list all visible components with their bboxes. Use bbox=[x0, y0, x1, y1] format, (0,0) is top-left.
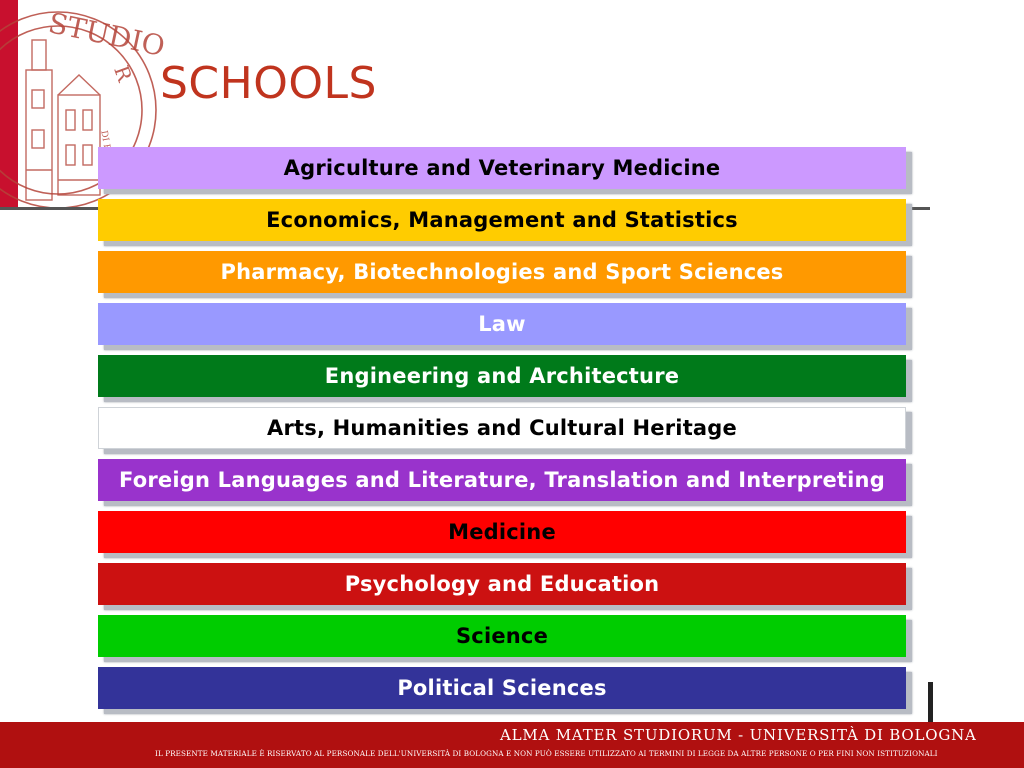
school-name: Political Sciences bbox=[397, 676, 607, 700]
school-name: Psychology and Education bbox=[344, 572, 660, 596]
school-name: Pharmacy, Biotechnologies and Sport Sciences bbox=[220, 260, 784, 284]
school-row bbox=[98, 303, 906, 345]
school-row bbox=[98, 147, 906, 189]
svg-text:STUDIO: STUDIO bbox=[45, 6, 168, 63]
footer-university-name: ALMA MATER STUDIORUM - UNIVERSITÀ DI BOLOGNA bbox=[500, 726, 977, 744]
school-row bbox=[98, 199, 906, 241]
school-row bbox=[98, 615, 906, 657]
school-name: Arts, Humanities and Cultural Heritage bbox=[267, 416, 737, 440]
footer-disclaimer: IL PRESENTE MATERIALE È RISERVATO AL PERSONALE DELL'UNIVERSITÀ DI BOLOGNA E NON PUÒ ESSERE UTILIZZATO AI TERMINI DI LEGGE DA ALTRE PERSONE O PER FINI NON ISTITUZIONALI bbox=[155, 749, 938, 758]
school-name: Science bbox=[455, 624, 549, 648]
school-name: Medicine bbox=[448, 520, 556, 544]
footer-bar bbox=[0, 722, 1024, 768]
svg-text:R: R bbox=[109, 62, 137, 85]
school-name: Foreign Languages and Literature, Translation and Interpreting bbox=[119, 468, 885, 492]
school-row bbox=[98, 407, 906, 449]
school-row bbox=[98, 459, 906, 501]
school-row bbox=[98, 511, 906, 553]
school-name: Law bbox=[478, 312, 526, 336]
school-name: Economics, Management and Statistics bbox=[266, 208, 738, 232]
schools-list bbox=[98, 147, 906, 709]
school-row bbox=[98, 667, 906, 709]
school-row bbox=[98, 251, 906, 293]
slide-title: SCHOOLS bbox=[160, 58, 377, 109]
school-row bbox=[98, 563, 906, 605]
school-name: Engineering and Architecture bbox=[324, 364, 680, 388]
school-row bbox=[98, 355, 906, 397]
school-name: Agriculture and Veterinary Medicine bbox=[283, 156, 721, 180]
